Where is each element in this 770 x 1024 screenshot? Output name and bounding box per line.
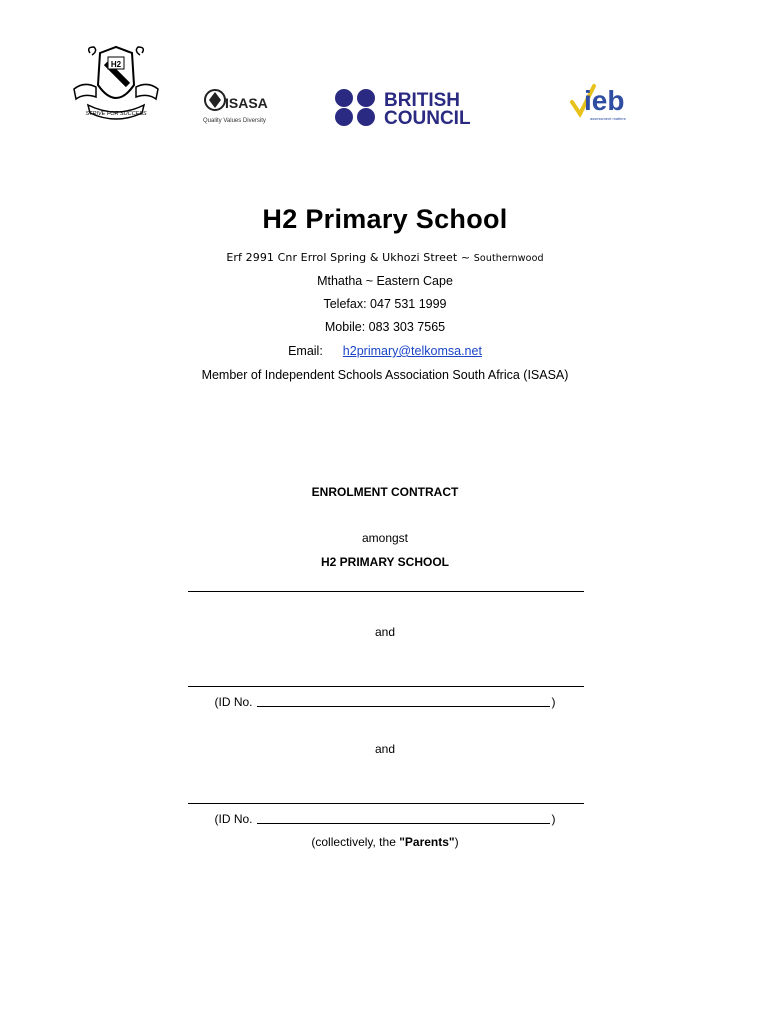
bc-line1: BRITISH (384, 90, 460, 111)
crest-motto: STRIVE FOR SUCCESS (85, 111, 147, 117)
city-line: Mthatha ~ Eastern Cape (317, 274, 453, 288)
collectively-prefix: (collectively, the (311, 835, 400, 849)
isasa-name: ISASA (225, 95, 268, 111)
address-main: Erf 2991 Cnr Errol Spring & Ukhozi Street ~ (226, 251, 474, 264)
id-row-1 (0, 695, 770, 709)
telefax-line: Telefax: 047 531 1999 (323, 297, 447, 311)
id-blank-1[interactable] (257, 696, 550, 707)
ieb-logo (570, 82, 640, 126)
mobile-line: Mobile: 083 303 7565 (324, 320, 446, 334)
contract-title: ENROLMENT CONTRACT (311, 485, 459, 499)
party-blank-line-1[interactable] (188, 591, 584, 592)
id-row-2 (0, 812, 770, 826)
address-suffix: Southernwood (473, 253, 544, 264)
id-blank-2[interactable] (257, 813, 550, 824)
membership-line: Member of Independent Schools Association South Africa (ISASA) (201, 368, 569, 382)
and-text-2: and (374, 742, 396, 756)
ieb-name: ieb (584, 85, 625, 116)
crest-letters: H2 (110, 60, 122, 69)
collectively-line (0, 835, 770, 849)
and-text-1: and (374, 625, 396, 639)
id-label-2: (ID No. (214, 812, 253, 826)
id-close-1: ) (551, 695, 556, 709)
email-label: Email: (288, 344, 323, 358)
party-blank-line-2[interactable] (188, 686, 584, 687)
address-line (0, 251, 770, 264)
email-link[interactable]: h2primary@telkomsa.net (342, 344, 482, 358)
school-party-name: H2 PRIMARY SCHOOL (320, 555, 449, 569)
school-crest-logo (70, 45, 162, 123)
bc-line2: COUNCIL (384, 108, 471, 128)
parents-term: "Parents" (399, 835, 455, 849)
party-blank-line-3[interactable] (188, 803, 584, 804)
isasa-tagline: Quality Values Diversity (203, 118, 266, 124)
amongst-text: amongst (361, 531, 409, 545)
collectively-suffix: ) (454, 835, 459, 849)
page-title: H2 Primary School (262, 204, 508, 234)
email-line (0, 344, 770, 358)
id-close-2: ) (551, 812, 556, 826)
ieb-tagline: assessment matters (590, 116, 626, 121)
id-label-1: (ID No. (214, 695, 253, 709)
isasa-logo (203, 84, 281, 126)
british-council-logo (334, 88, 499, 128)
